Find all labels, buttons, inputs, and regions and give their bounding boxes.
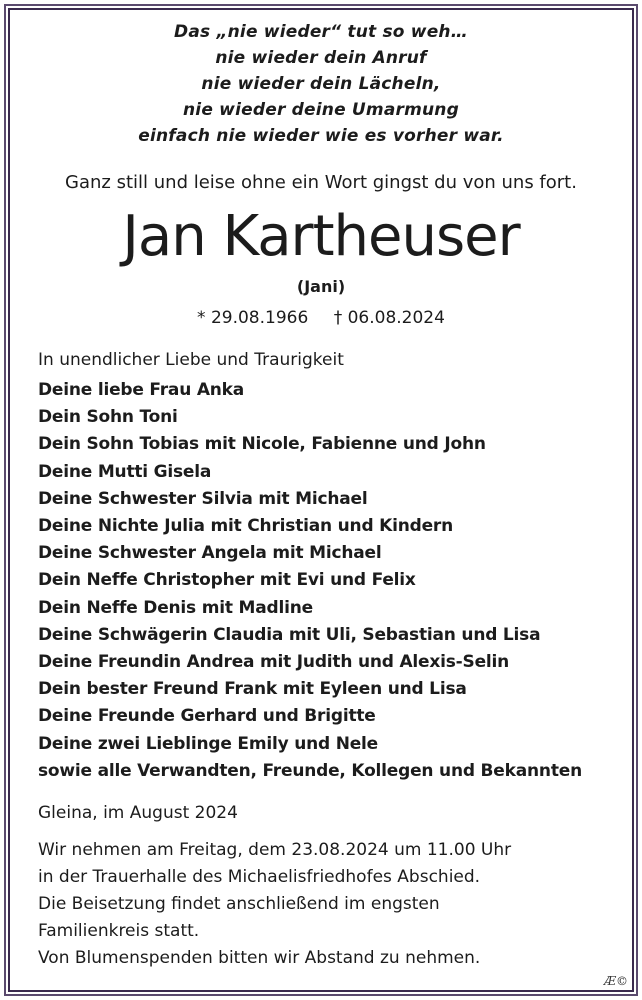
poem-line: einfach nie wieder wie es vorher war. [138, 126, 504, 146]
deceased-name: Jan Kartheuser [122, 204, 520, 269]
mourner-line: sowie alle Verwandten, Freunde, Kollegen und Bekannten [38, 760, 582, 781]
notice-line: Von Blumenspenden bitten wir Abstand zu nehmen. [38, 948, 481, 968]
intro-text: Ganz still und leise ohne ein Wort gingst du von uns fort. [65, 172, 577, 193]
poem-line: nie wieder deine Umarmung [183, 100, 459, 120]
mourner-line: Dein Neffe Denis mit Madline [38, 597, 313, 618]
mourner-line: Deine zwei Lieblinge Emily und Nele [38, 733, 379, 754]
mourner-line: Deine Schwester Silvia mit Michael [38, 488, 368, 509]
poem-line: nie wieder dein Anruf [215, 48, 427, 68]
mourner-line: Deine liebe Frau Anka [38, 380, 245, 400]
poem-line: nie wieder dein Lächeln, [201, 74, 441, 94]
mourner-line: Deine Mutti Gisela [38, 461, 212, 482]
deceased-nickname: (Jani) [296, 277, 346, 296]
death-date: † 06.08.2024 [333, 308, 445, 328]
mourner-line: Deine Schwägerin Claudia mit Uli, Sebastian und Lisa [38, 624, 541, 645]
notice-line: Die Beisetzung findet anschließend im engsten [38, 894, 440, 914]
place-date: Gleina, im August 2024 [38, 803, 238, 823]
mourner-line: Dein Sohn Tobias mit Nicole, Fabienne und John [38, 434, 486, 455]
mourner-line: Dein Sohn Toni [38, 407, 178, 428]
birth-date: * 29.08.1966 [197, 308, 309, 328]
publisher-signature: Æ© [603, 974, 628, 988]
mourners-list [38, 377, 582, 785]
poem-line: Das „nie wieder“ tut so weh… [174, 22, 468, 42]
mourner-line: Dein bester Freund Frank mit Eyleen und Lisa [38, 679, 467, 700]
notice-line: Familienkreis statt. [38, 921, 200, 941]
life-dates [0, 305, 642, 331]
notice-line: Wir nehmen am Freitag, dem 23.08.2024 um 11.00 Uhr [38, 840, 512, 860]
mourner-line: Deine Nichte Julia mit Christian und Kindern [38, 516, 454, 537]
poem [0, 19, 642, 149]
notice-line: in der Trauerhalle des Michaelisfriedhofes Abschied. [38, 867, 481, 887]
mourner-line: Deine Freundin Andrea mit Judith und Alexis-Selin [38, 652, 510, 673]
mourner-line: Deine Freunde Gerhard und Brigitte [38, 706, 376, 727]
mourner-line: Dein Neffe Christopher mit Evi und Felix [38, 570, 416, 591]
mourning-heading: In unendlicher Liebe und Traurigkeit [38, 350, 344, 370]
mourner-line: Deine Schwester Angela mit Michael [38, 543, 382, 564]
funeral-notice [38, 837, 511, 972]
